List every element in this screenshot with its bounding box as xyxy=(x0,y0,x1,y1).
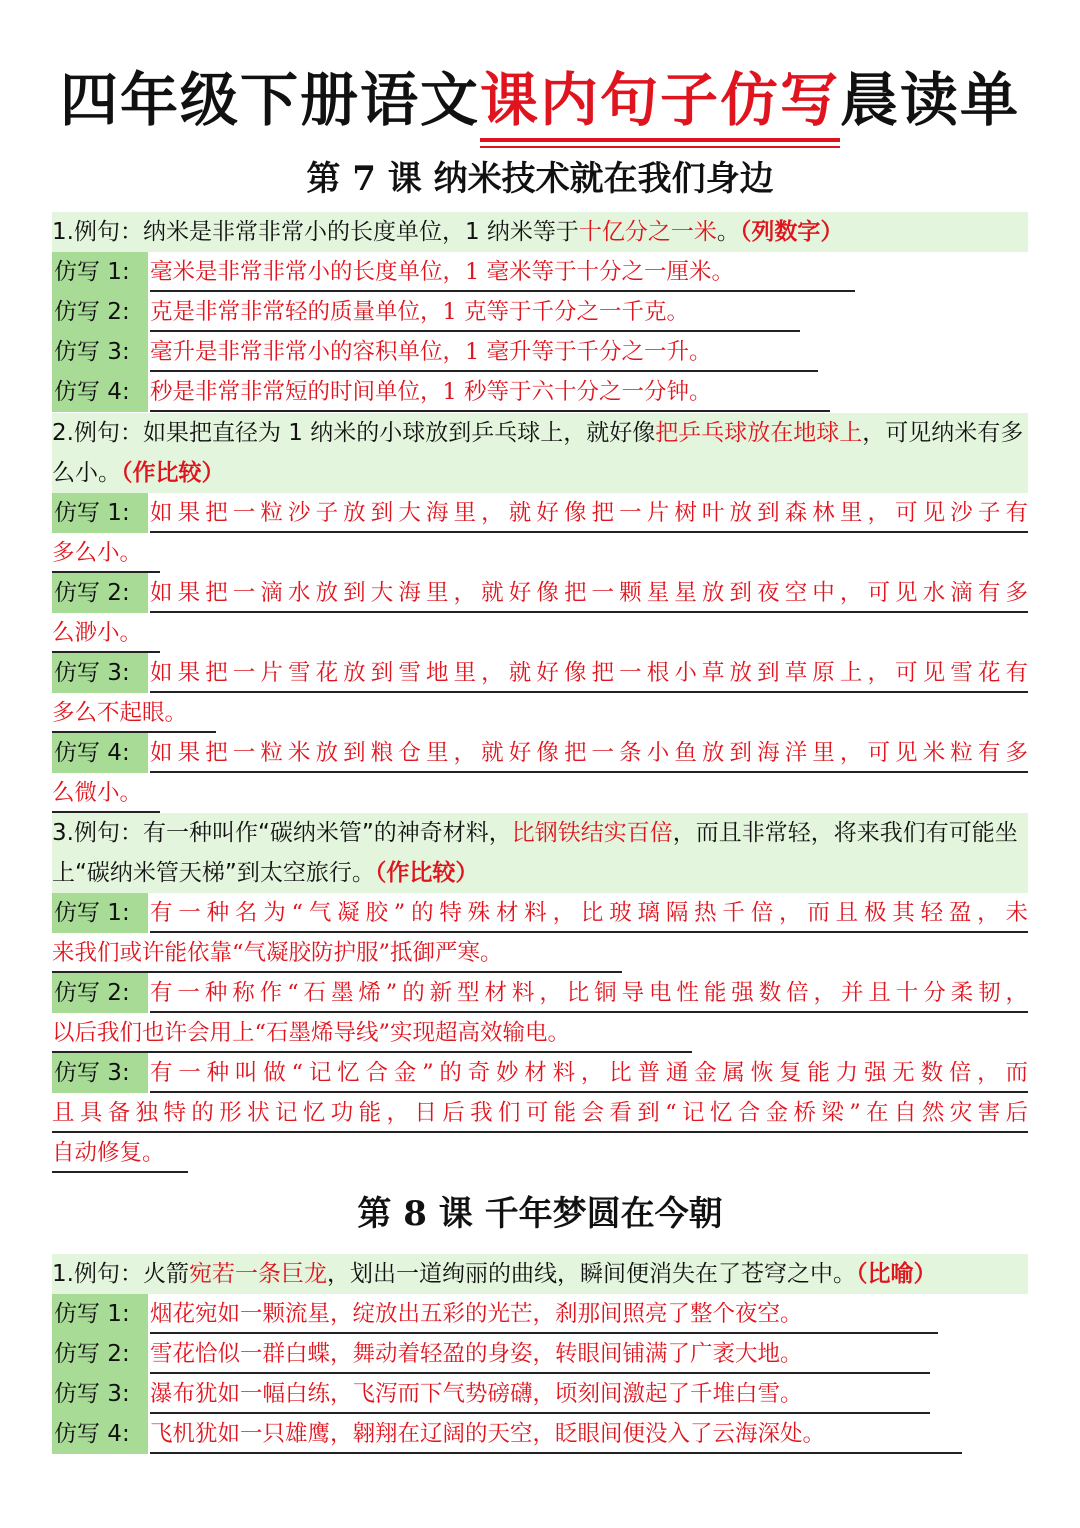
imitation-row xyxy=(52,1374,1028,1414)
example-text: 纳米是非常非常小的长度单位，1 纳米等于 xyxy=(142,219,579,245)
imitation-line: 以后我们也许会用上“石墨烯导线”实现超高效输电。 xyxy=(52,1013,692,1053)
imitation-text xyxy=(150,1414,1028,1454)
imitation-row xyxy=(52,1053,1028,1173)
imitation-row xyxy=(52,372,1028,412)
example-highlight: 把乒乓球放在地球上 xyxy=(655,420,863,446)
example-text: 。 xyxy=(716,219,740,245)
example-label: 3.例句： xyxy=(52,820,143,846)
example-text: ，可见纳米有多么小。 xyxy=(52,420,1024,486)
example-text: 如果把直径为 1 纳米的小球放到乒乓球上，就好像 xyxy=(142,420,656,446)
imitation-label: 仿写 1: xyxy=(52,1294,148,1334)
imitation-line: 毫升是非常非常小的容积单位，1 毫升等于千分之一升。 xyxy=(150,332,818,372)
page-title xyxy=(0,60,1080,140)
imitation-label: 仿写 3: xyxy=(52,1053,148,1093)
imitation-label: 仿写 2: xyxy=(52,1334,148,1374)
imitation-line: 烟花宛如一颗流星，绽放出五彩的光芒，刹那间照亮了整个夜空。 xyxy=(150,1294,938,1334)
imitation-row xyxy=(52,653,1028,733)
lesson-8-title: 第 8 课 千年梦圆在今朝 xyxy=(357,1194,723,1234)
imitation-label: 仿写 3: xyxy=(52,653,148,693)
title-prefix: 四年级下册语文 xyxy=(59,66,480,134)
imitation-line: 么微小。 xyxy=(52,773,160,813)
imitation-label: 仿写 1: xyxy=(52,893,148,933)
example-label: 1.例句： xyxy=(52,219,143,245)
imitation-line: 多么不起眼。 xyxy=(52,693,216,733)
imitation-line: 自动修复。 xyxy=(52,1133,188,1173)
imitation-line: 如果把一粒沙子放到大海里，就好像把一片树叶放到森林里，可见沙子有 xyxy=(150,493,1028,533)
imitation-row xyxy=(52,1334,1028,1374)
example-sentence-7-3 xyxy=(52,813,1028,893)
example-sentence-7-2 xyxy=(52,413,1028,493)
imitation-line: 么渺小。 xyxy=(52,613,160,653)
imitation-row xyxy=(52,893,1028,973)
imitation-row xyxy=(52,1294,1028,1334)
imitation-line: 有一种叫做“记忆合金”的奇妙材料，比普通金属恢复能力强无数倍，而 xyxy=(150,1053,1028,1093)
example-highlight: 宛若一条巨龙 xyxy=(188,1261,327,1287)
imitation-row xyxy=(52,292,1028,332)
example-label: 2.例句： xyxy=(52,420,143,446)
imitation-row xyxy=(52,1414,1028,1454)
imitation-label: 仿写 4: xyxy=(52,1414,148,1454)
imitation-label: 仿写 2: xyxy=(52,973,148,1013)
imitation-line: 瀑布犹如一幅白练，飞泻而下气势磅礴，顷刻间激起了千堆白雪。 xyxy=(150,1374,930,1414)
imitation-line: 秒是非常非常短的时间单位，1 秒等于六十分之一分钟。 xyxy=(150,372,830,412)
imitation-label: 仿写 1: xyxy=(52,493,148,533)
example-text: ，而且非常轻，将来我们有可能坐上“碳纳米管天梯”到太空旅行。 xyxy=(52,820,1018,886)
imitation-row xyxy=(52,573,1028,653)
example-highlight: 比钢铁结实百倍 xyxy=(511,820,673,846)
imitation-text xyxy=(150,1374,1028,1414)
example-sentence-8-1 xyxy=(52,1254,1028,1294)
imitation-row xyxy=(52,332,1028,372)
imitation-text xyxy=(150,372,1028,412)
imitation-line: 且具备独特的形状记忆功能，日后我们可能会看到“记忆合金桥梁”在自然灾害后 xyxy=(52,1093,1028,1133)
imitation-line: 飞机犹如一只雄鹰，翱翔在辽阔的天空，眨眼间便没入了云海深处。 xyxy=(150,1414,962,1454)
imitation-line: 有一种称作“石墨烯”的新型材料，比铜导电性能强数倍，并且十分柔韧， xyxy=(150,973,1028,1013)
example-label: 1.例句： xyxy=(52,1261,143,1287)
rhetoric-tag: （列数字） xyxy=(739,219,844,245)
example-sentence-7-1 xyxy=(52,212,1028,252)
example-text: ，划出一道绚丽的曲线，瞬间便消失在了苍穹之中。 xyxy=(326,1261,856,1287)
imitation-line: 如果把一片雪花放到雪地里，就好像把一根小草放到草原上，可见雪花有 xyxy=(150,653,1028,693)
imitation-text xyxy=(150,292,1028,332)
imitation-label: 仿写 2: xyxy=(52,573,148,613)
title-suffix: 晨读单 xyxy=(840,66,1021,134)
imitation-text xyxy=(150,1294,1028,1334)
imitation-label: 仿写 3: xyxy=(52,1374,148,1414)
example-text: 有一种叫作“碳纳米管”的神奇材料， xyxy=(142,820,512,846)
imitation-row xyxy=(52,733,1028,813)
imitation-text xyxy=(150,1334,1028,1374)
example-text: 火箭 xyxy=(142,1261,189,1287)
imitation-row xyxy=(52,493,1028,573)
imitation-text xyxy=(150,252,1028,292)
title-highlight: 课内句子仿写 xyxy=(480,60,840,140)
imitation-text xyxy=(150,332,1028,372)
imitation-row xyxy=(52,252,1028,292)
imitation-label: 仿写 2: xyxy=(52,292,148,332)
imitation-label: 仿写 4: xyxy=(52,733,148,773)
imitation-label: 仿写 3: xyxy=(52,332,148,372)
imitation-row xyxy=(52,973,1028,1053)
imitation-label: 仿写 1: xyxy=(52,252,148,292)
imitation-line: 克是非常非常轻的质量单位，1 克等于千分之一千克。 xyxy=(150,292,800,332)
rhetoric-tag: （作比较） xyxy=(374,860,479,886)
lesson-7-title: 第 7 课 纳米技术就在我们身边 xyxy=(306,159,774,199)
example-highlight: 十亿分之一米 xyxy=(578,219,717,245)
imitation-line: 来我们或许能依靠“气凝胶防护服”抵御严寒。 xyxy=(52,933,622,973)
rhetoric-tag: （比喻） xyxy=(855,1261,937,1287)
imitation-label: 仿写 4: xyxy=(52,372,148,412)
imitation-line: 如果把一粒米放到粮仓里，就好像把一条小鱼放到海洋里，可见米粒有多 xyxy=(150,733,1028,773)
rhetoric-tag: （作比较） xyxy=(121,460,225,486)
imitation-line: 如果把一滴水放到大海里，就好像把一颗星星放到夜空中，可见水滴有多 xyxy=(150,573,1028,613)
imitation-line: 有一种名为“气凝胶”的特殊材料，比玻璃隔热千倍，而且极其轻盈，未 xyxy=(150,893,1028,933)
imitation-line: 毫米是非常非常小的长度单位，1 毫米等于十分之一厘米。 xyxy=(150,252,855,292)
imitation-line: 多么小。 xyxy=(52,533,160,573)
imitation-line: 雪花恰似一群白蝶，舞动着轻盈的身姿，转眼间铺满了广袤大地。 xyxy=(150,1334,930,1374)
